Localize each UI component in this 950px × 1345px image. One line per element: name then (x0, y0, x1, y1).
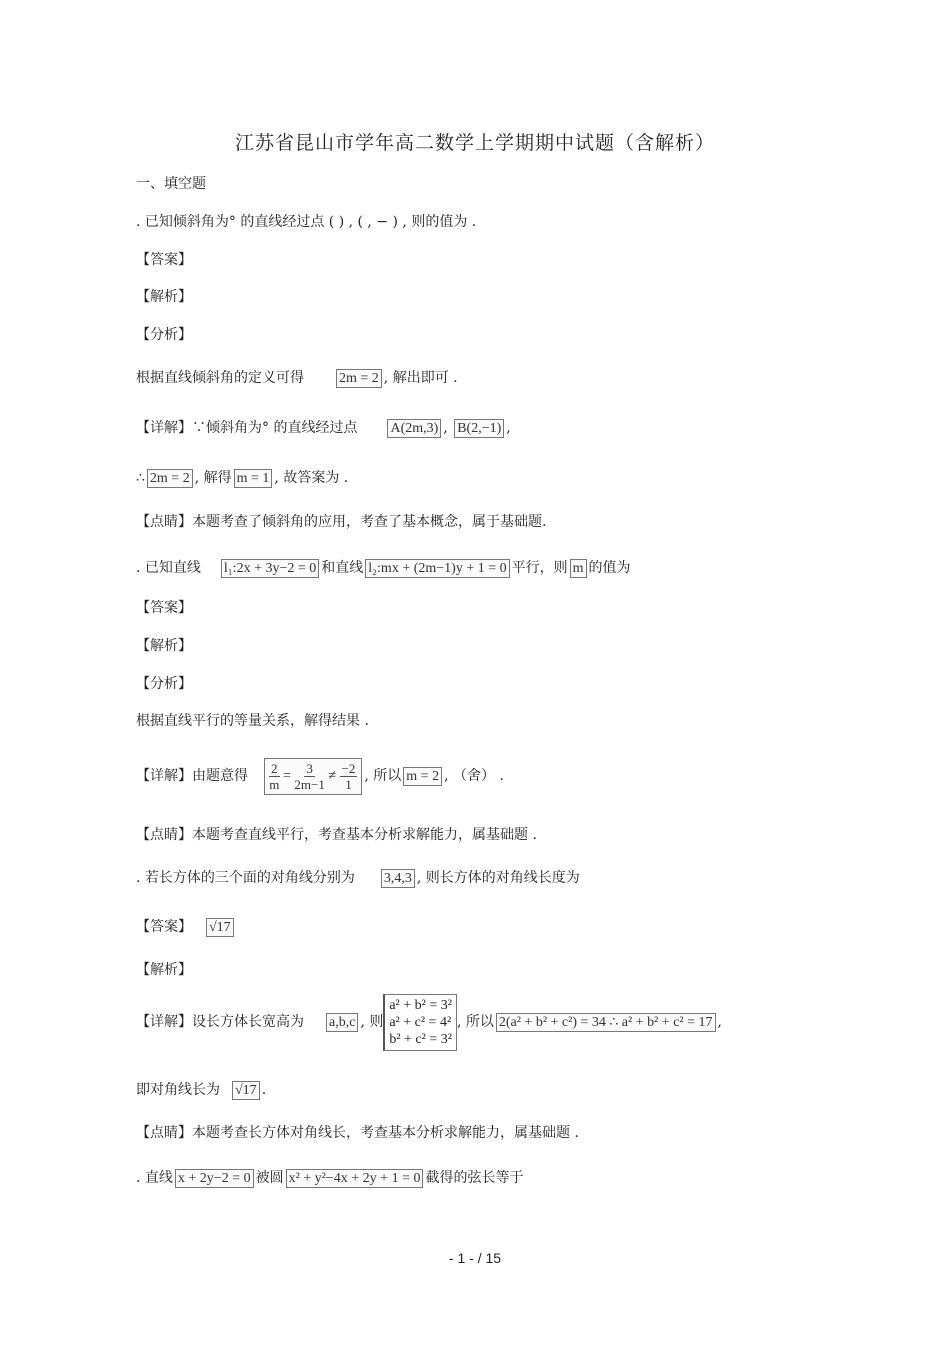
eq-1: a² + b² = 3² (389, 997, 452, 1013)
q1-stem: . 已知倾斜角为° 的直线经过点 ( ) , ( , − ) , 则的值为 . (136, 214, 477, 230)
q3-equation-system (383, 994, 457, 1051)
q2-stem-b: 和直线 (321, 560, 364, 576)
q3-stem-b: , 则长方体的对角线长度为 (416, 870, 580, 886)
q4-stem-b: 被圆 (255, 1170, 284, 1186)
q1-point-a: A(2m,3) (387, 419, 441, 438)
q3-detail-text-b: , 则 (360, 1014, 384, 1030)
q3-comment: 【点睛】本题考查长方体对角线长，考查基本分析求解能力，属基础题 . (136, 1125, 579, 1141)
q4-stem-c: 截得的弦长等于 (425, 1170, 524, 1186)
q1-analysis-label: 【解析】 (136, 289, 192, 305)
q3-sum-formula: 2(a² + b² + c²) = 34 ∴ a² + b² + c² = 17 (496, 1013, 716, 1032)
q3-detail-text-c: , 所以 (456, 1014, 494, 1030)
q2-detail-result: m = 2 (403, 767, 442, 786)
q4-circle: x² + y²−4x + 2y + 1 = 0 (286, 1169, 424, 1188)
q3-dims: a,b,c (326, 1013, 358, 1032)
q3-stem-a: . 若长方体的三个面的对角线分别为 (136, 870, 355, 886)
page-number: - 1 - / 15 (448, 1250, 502, 1266)
q2-line-2: l₂:mx + (2m−1)y + 1 = 0 (365, 559, 509, 578)
q3-answer-label: 【答案】 (136, 919, 192, 935)
q3-analysis-label: 【解析】 (136, 962, 192, 978)
page-title: 江苏省昆山市学年高二数学上学期期中试题（含解析） (234, 132, 715, 154)
eq-3: b² + c² = 3² (389, 1031, 452, 1047)
q4-stem (136, 1168, 523, 1188)
q2-detail-text-b: , 所以 (364, 768, 402, 784)
q1-answer-label: 【答案】 (136, 252, 192, 268)
q1-fenxi-formula: 2m = 2 (336, 369, 382, 388)
q2-stem-c: 平行，则 (511, 560, 568, 576)
q1-therefore-formula-2: m = 1 (234, 469, 273, 488)
therefore-symbol: ∴ (136, 470, 145, 486)
q3-diag-text-b: . (261, 1082, 267, 1098)
q3-diag-value: √17 (232, 1081, 260, 1100)
q1-detail-line: 【详解】∵倾斜角为° 的直线经过点 A(2m,3) , B(2,−1) , (136, 420, 511, 436)
q1-fenxi-line (136, 368, 458, 388)
q1-detail-text-a: 【详解】∵倾斜角为° 的直线经过点 (136, 420, 358, 436)
q3-detail-text-a: 【详解】设长方体长宽高为 (136, 1014, 304, 1030)
q3-detail-line (136, 990, 722, 1054)
q1-fenxi-label: 【分析】 (136, 327, 192, 343)
q2-stem (136, 558, 631, 578)
q1-comment: 【点睛】本题考查了倾斜角的应用，考查了基本概念，属于基础题. (136, 514, 547, 530)
q2-stem-d: 的值为 (588, 560, 631, 576)
not-equal-sign: ≠ (328, 768, 337, 784)
q1-therefore-text-1: , 解得 (194, 470, 232, 486)
q1-point-b: B(2,−1) (454, 419, 504, 438)
q2-variable-m: m (570, 559, 587, 578)
q2-fenxi-label: 【分析】 (136, 676, 192, 692)
q2-fenxi-text: 根据直线平行的等量关系，解得结果 . (136, 713, 369, 729)
frac-1-denominator: m (269, 776, 280, 792)
q2-detail-text-c: , （舍） . (444, 768, 504, 784)
q1-fenxi-text-a: 根据直线倾斜角的定义可得 (136, 370, 304, 386)
frac-2-denominator: 2m−1 (294, 776, 325, 792)
q3-diagonals: 3,4,3 (381, 869, 415, 888)
q2-ratio-formula (264, 758, 362, 795)
q2-analysis-label: 【解析】 (136, 638, 192, 654)
q1-therefore-formula-1: 2m = 2 (147, 469, 193, 488)
frac-3-numerator: −2 (341, 760, 356, 776)
q3-detail-text-d: , (717, 1014, 722, 1030)
equals-sign: = (283, 768, 291, 784)
section-heading: 一、填空题 (136, 176, 206, 192)
frac-2-numerator: 3 (306, 760, 313, 776)
q3-stem (136, 868, 580, 888)
q2-stem-a: . 已知直线 (136, 560, 201, 576)
q2-comment: 【点睛】本题考查直线平行，考查基本分析求解能力，属基础题 . (136, 827, 537, 843)
q4-stem-a: . 直线 (136, 1170, 173, 1186)
q4-line: x + 2y−2 = 0 (175, 1169, 254, 1188)
q3-answer-line (136, 917, 236, 937)
frac-1-numerator: 2 (271, 760, 278, 776)
eq-2: a² + c² = 4² (389, 1014, 452, 1030)
q3-answer-value: √17 (206, 918, 234, 937)
q2-answer-label: 【答案】 (136, 600, 192, 616)
frac-3-denominator: 1 (345, 776, 352, 792)
q2-line-1: l₁:2x + 3y−2 = 0 (221, 559, 319, 578)
q1-therefore-text-2: , 故答案为 . (274, 470, 349, 486)
q2-detail-line (136, 754, 504, 798)
q3-diag-text-a: 即对角线长为 (136, 1082, 220, 1098)
q1-therefore-line (136, 468, 348, 488)
q2-detail-text-a: 【详解】由题意得 (136, 768, 248, 784)
q1-fenxi-text-b: , 解出即可 . (383, 370, 458, 386)
q3-diagonal-line (136, 1080, 266, 1100)
q1-detail-text-b: , (506, 420, 511, 436)
